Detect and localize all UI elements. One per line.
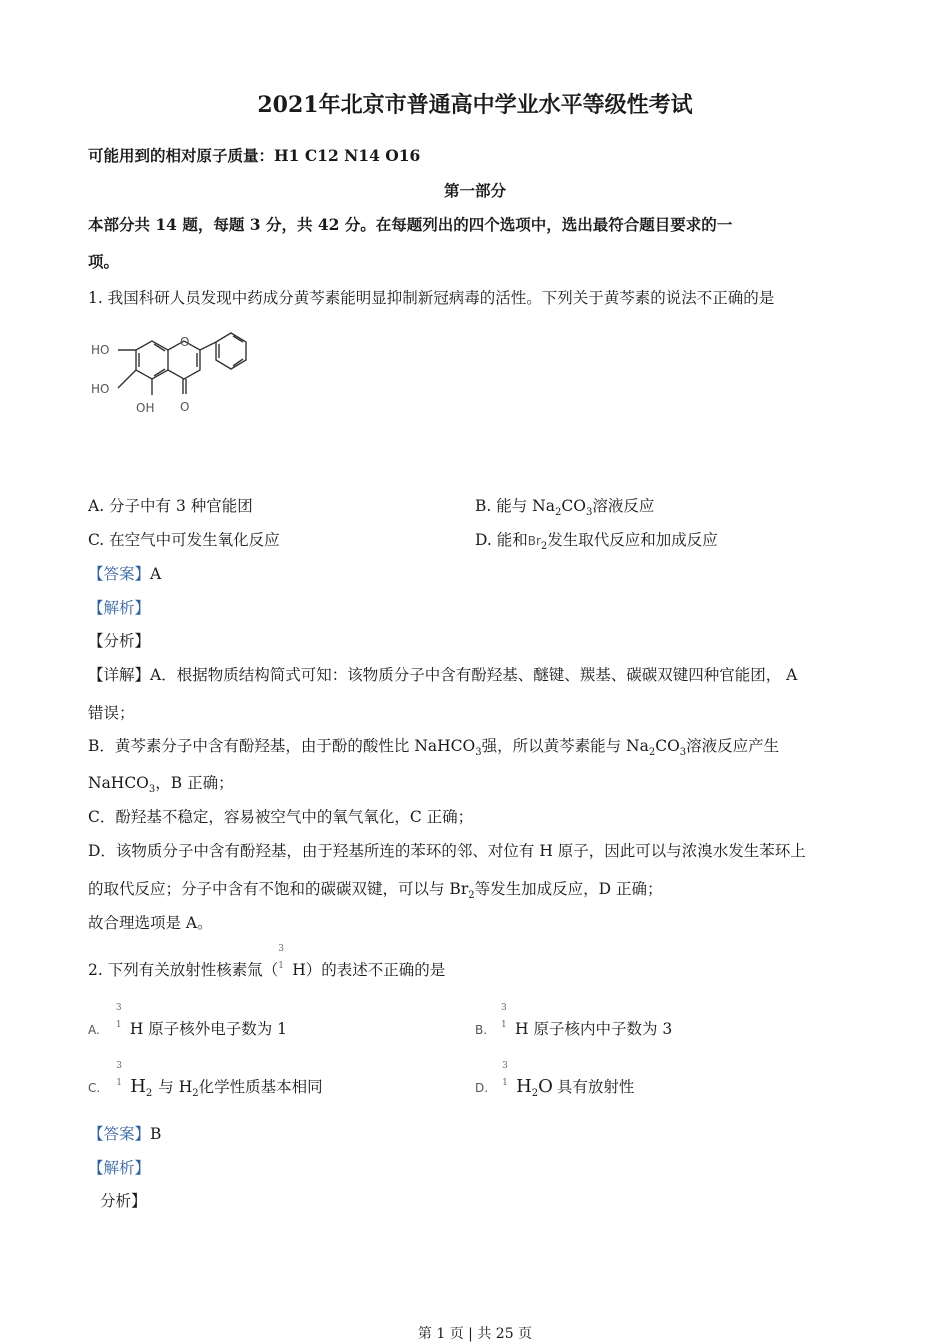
structure-label-ho-top: HO — [91, 343, 110, 357]
atomic-masses-line: 可能用到的相对原子质量：H1 C12 N14 O16 — [88, 146, 421, 165]
part-intro-line-2: 项。 — [88, 252, 120, 271]
q1-detail-d-line-1: D．该物质分子中含有酚羟基，由于羟基所连的苯环的邻、对位有 H 原子，因此可以与浓溴水发生苯环上 — [88, 842, 806, 860]
q2-option-d: D. 3 1 $H_2O$ 具有放射性 — [475, 1061, 635, 1100]
q2-analysis-label: 【解析】 — [88, 1159, 151, 1177]
structure-label-oh: OH — [136, 401, 155, 415]
page-footer: 第 1 页 | 共 25 页 — [417, 1326, 533, 1342]
q1-option-b: B. 能与 $Na_2CO_3$溶液反应 — [475, 497, 655, 519]
q1-detail-b-line-2: NaHCO$_3$，B 正确； — [88, 774, 234, 796]
q2-fenxi-label: 分析】 — [100, 1192, 147, 1210]
q1-conclusion: 故合理选项是 A。 — [88, 914, 213, 932]
structure-label-carbonyl-o: O — [180, 400, 190, 414]
q2-option-b: B. 3 1 H 原子核内中子数为 3 — [475, 1003, 673, 1038]
q1-fenxi-label: 【分析】 — [88, 632, 151, 650]
q2-stem-nuclide: 3 1 — [278, 944, 284, 971]
q1-detail-b-line-1: B．黄芩素分子中含有酚羟基，由于酚的酸性比 NaHCO$_3$强，所以黄芩素能与 $Na_2CO_3$溶液反应产生 — [88, 737, 780, 759]
structure-label-ring-o: O — [180, 335, 190, 349]
q2-answer: 【答案】B — [88, 1125, 162, 1143]
part-intro-line-1: 本部分共 14 题，每题 3 分，共 42 分。在每题列出的四个选项中，选出最符合题目要求的一 — [88, 215, 733, 234]
q2-stem: 2. 下列有关放射性核素氚（ 3 1 H）的表述不正确的是 — [88, 944, 446, 979]
q1-detail-d-line-2: 的取代反应；分子中含有不饱和的碳碳双键，可以与 $Br_2$等发生加成反应，D 正确； — [88, 880, 663, 902]
q2-option-c: C. 3 1 $H_2$ 与 $H_2$化学性质基本相同 — [88, 1061, 323, 1100]
q1-answer: 【答案】A — [88, 565, 162, 583]
q2-option-a: A. 3 1 H 原子核外电子数为 1 — [88, 1003, 288, 1038]
baicalein-structure — [88, 328, 258, 423]
q1-detail-a-line-1: 【详解】A．根据物质结构简式可知：该物质分子中含有酚羟基、醚键、羰基、碳碳双键四种官能团， A — [88, 666, 798, 684]
q1-option-a: A. 分子中有 3 种官能团 — [88, 497, 253, 515]
q1-detail-c: C．酚羟基不稳定，容易被空气中的氧气氧化，C 正确； — [88, 808, 474, 826]
q1-option-d: D. 能和$Br_2$发生取代反应和加成反应 — [475, 531, 718, 553]
exam-title: 2021年北京市普通高中学业水平等级性考试 — [257, 92, 693, 118]
structure-label-ho-bottom: HO — [91, 382, 110, 396]
q1-detail-a-line-2: 错误； — [88, 704, 135, 722]
q1-stem: 1. 我国科研人员发现中药成分黄芩素能明显抑制新冠病毒的活性。下列关于黄芩素的说法不正确的是 — [88, 289, 775, 307]
q1-option-c: C. 在空气中可发生氧化反应 — [88, 531, 280, 549]
q1-analysis-label: 【解析】 — [88, 599, 151, 617]
part-title: 第一部分 — [443, 181, 506, 200]
